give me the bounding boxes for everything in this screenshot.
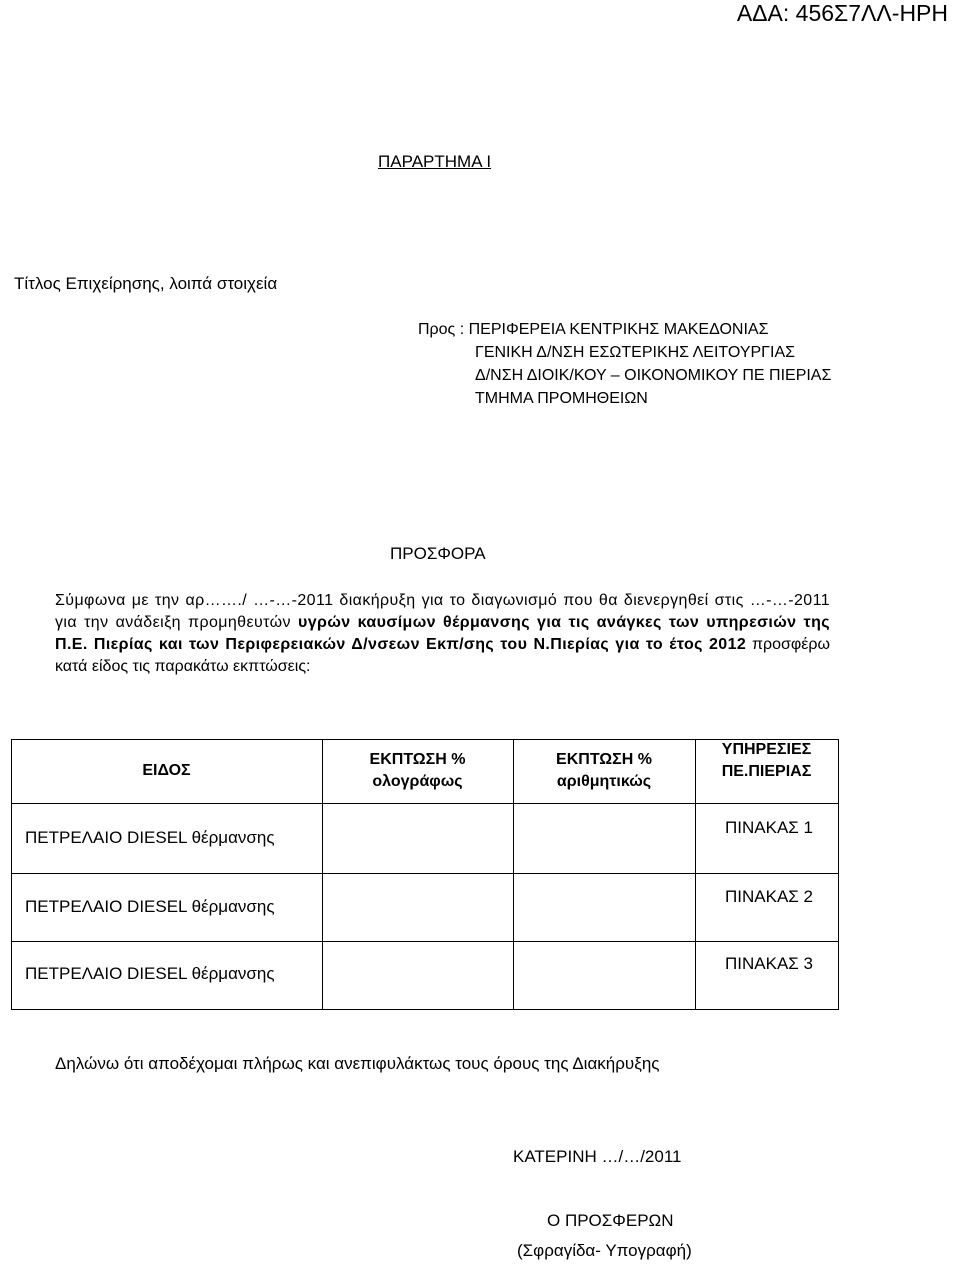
header-item: ΕΙΔΟΣ: [142, 762, 191, 779]
table-border: [11, 941, 839, 942]
offer-text: Σύμφωνα με την αρ……./ …-…-2011 διακήρυξη για το διαγωνισμό που θα διενεργηθεί στις …-…-2011 για την ανάδειξη προμηθευτών: [55, 592, 830, 631]
table-row-item: ΠΕΤΡΕΛΑΙΟ DIESEL θέρμανσης: [25, 964, 275, 983]
offer-text-end: προσφέρω κατά είδος τις παρακάτω εκπτώσεις:: [55, 636, 830, 675]
recipient-line: Δ/ΝΣΗ ΔΙΟΙΚ/ΚΟΥ – ΟΙΚΟΝΟΜΙΚΟΥ ΠΕ ΠΙΕΡΙΑΣ: [475, 367, 832, 384]
place-date: ΚΑΤΕΡΙΝΗ …/…/2011: [513, 1147, 682, 1166]
header-discount-numeric: [513, 749, 695, 793]
table-row-panel: ΠΙΝΑΚΑΣ 1: [725, 818, 813, 837]
table-border: [11, 803, 839, 804]
offer-text-bold: υγρών καυσίμων θέρμανσης για τις ανάγκες των υπηρεσιών της Π.Ε. Πιερίας και των Περιφερειακών Δ/νσεων Εκπ/σης του Ν.Πιερίας για το έτος 2012: [55, 614, 830, 653]
table-row-item: ΠΕΤΡΕΛΑΙΟ DIESEL θέρμανσης: [25, 828, 275, 847]
header-services: [695, 739, 838, 783]
table-border: [838, 739, 839, 1010]
table-row-panel: ΠΙΝΑΚΑΣ 2: [725, 887, 813, 906]
header-line: αριθμητικώς: [556, 773, 652, 790]
offerer-label: Ο ΠΡΟΣΦΕΡΩΝ: [547, 1211, 674, 1230]
table-row-item: ΠΕΤΡΕΛΑΙΟ DIESEL θέρμανσης: [25, 897, 275, 916]
table-border: [11, 1009, 839, 1010]
header-line: ΠΕ.ΠΙΕΡΙΑΣ: [721, 763, 812, 780]
recipient-line: ΓΕΝΙΚΗ Δ/ΝΣΗ ΕΣΩΤΕΡΙΚΗΣ ΛΕΙΤΟΥΡΓΙΑΣ: [475, 344, 795, 361]
header-discount-words: [322, 749, 513, 793]
header-line: ΥΠΗΡΕΣΙΕΣ: [721, 741, 812, 758]
company-info: Τίτλος Επιχείρησης, λοιπά στοιχεία: [14, 274, 278, 293]
header-line: ολογράφως: [372, 773, 463, 790]
table-row-panel: ΠΙΝΑΚΑΣ 3: [725, 954, 813, 973]
declaration: Δηλώνω ότι αποδέχομαι πλήρως και ανεπιφυλάκτως τους όρους της Διακήρυξης: [55, 1054, 660, 1073]
table-border: [11, 873, 839, 874]
header-line: ΕΚΠΤΩΣΗ %: [369, 751, 466, 768]
recipient-line: Προς : ΠΕΡΙΦΕΡΕΙΑ ΚΕΝΤΡΙΚΗΣ ΜΑΚΕΔΟΝΙΑΣ: [418, 321, 769, 338]
page-title: ΠΑΡΑΡΤΗΜΑ Ι: [378, 152, 492, 171]
stamp-signature-label: (Σφραγίδα- Υπογραφή): [517, 1241, 692, 1260]
offer-heading: ΠΡΟΣΦΟΡΑ: [390, 544, 486, 563]
ada-code: ΑΔΑ: 456Σ7ΛΛ-ΗΡΗ: [736, 0, 948, 26]
recipient-line: ΤΜΗΜΑ ΠΡΟΜΗΘΕΙΩΝ: [475, 390, 648, 407]
header-line: ΕΚΠΤΩΣΗ %: [556, 751, 652, 768]
